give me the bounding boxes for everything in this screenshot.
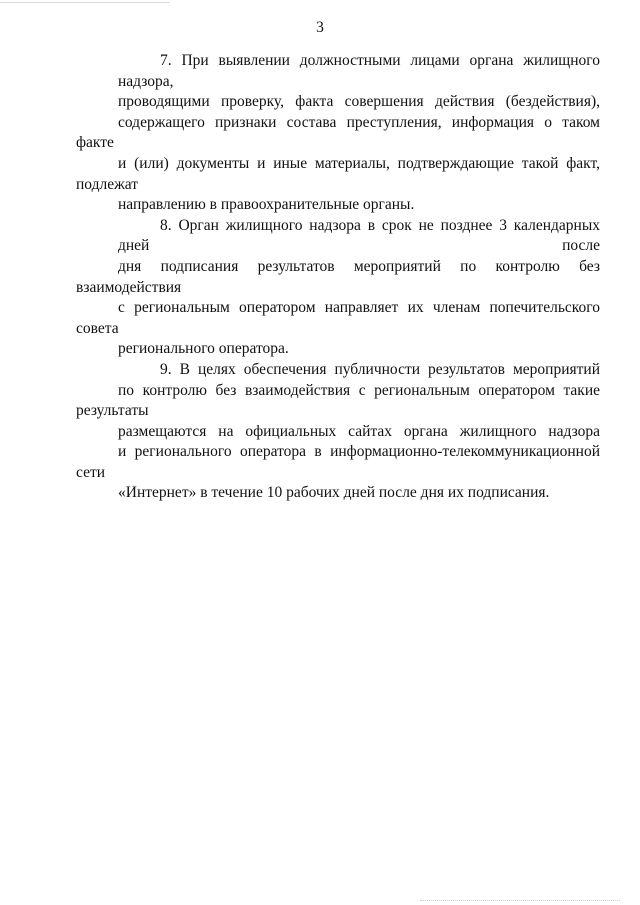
text-line: 9. В целях обеспечения публичности результатов мероприятий [160, 360, 600, 378]
text-line: 7. При выявлении должностными лицами органа жилищного надзора, [118, 52, 600, 90]
page-number: 3 [316, 19, 324, 36]
text-line: содержащего признаки состава преступления, информация о таком факте [76, 113, 600, 152]
paragraph-9 [76, 360, 600, 504]
document-body [76, 51, 600, 504]
text-line: с региональным оператором направляет их членам попечительского совета [76, 299, 600, 337]
text-line: направлению в правоохранительные органы. [118, 196, 415, 214]
text-line: регионального оператора. [118, 340, 289, 358]
text-line: дня подписания результатов мероприятий по контролю без взаимодействия [76, 257, 600, 296]
text-line: «Интернет» в течение 10 рабочих дней после дня их подписания. [118, 484, 550, 502]
text-line: и регионального оператора в информационно-телекоммуникационной сети [76, 443, 600, 481]
scan-edge-mark [0, 2, 170, 5]
text-line: проводящими проверку, факта совершения действия (бездействия), [118, 93, 600, 111]
text-line: по контролю без взаимодействия с региональным оператором такие результаты [76, 381, 600, 420]
paragraph-7 [76, 51, 600, 216]
paragraph-8 [76, 216, 600, 360]
text-line: и (или) документы и иные материалы, подтверждающие такой факт, подлежат [76, 154, 600, 193]
scan-edge-mark [420, 900, 620, 902]
text-line: размещаются на официальных сайтах органа жилищного надзора [118, 422, 600, 440]
text-line: 8. Орган жилищного надзора в срок не позднее 3 календарных дней после [118, 216, 600, 255]
